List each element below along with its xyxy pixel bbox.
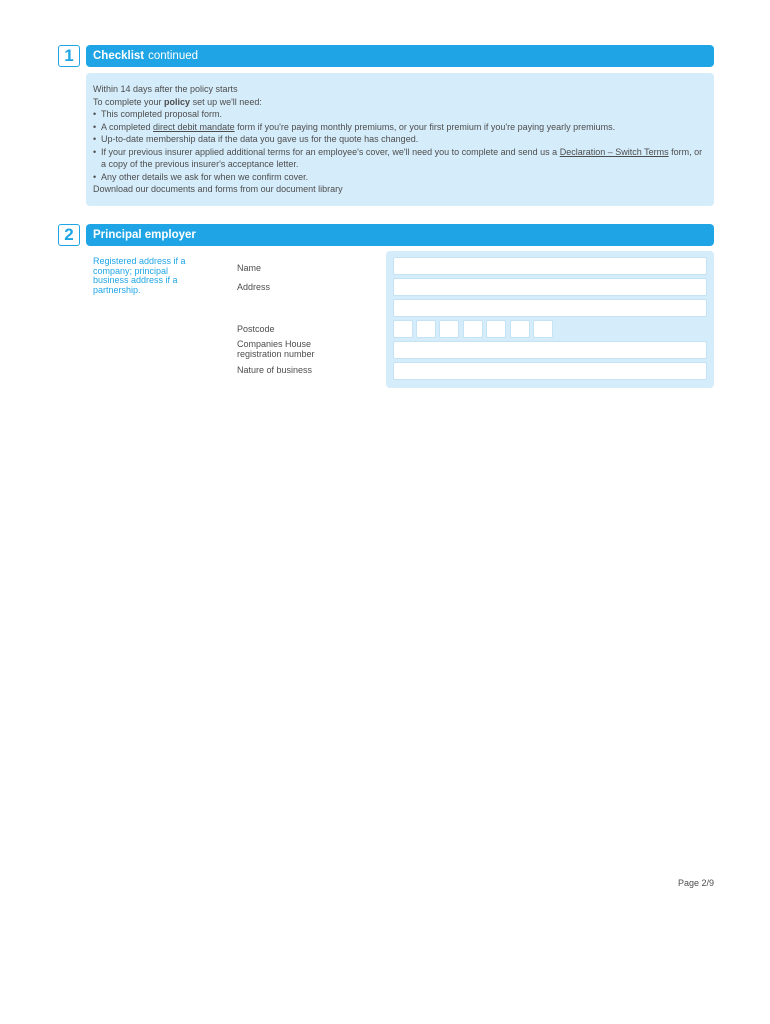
section-1-title-continued: continued [148, 50, 199, 62]
section-2-header [86, 224, 714, 246]
name-input[interactable] [393, 257, 707, 275]
companies-house-label: Companies House registration number [237, 339, 315, 359]
section-1-number: 1 [58, 45, 80, 67]
nature-of-business-input[interactable] [393, 362, 707, 380]
page-number: Page 2/9 [677, 878, 714, 888]
companies-house-input[interactable] [393, 341, 707, 359]
checklist-lead: To complete your policy set up we'll need: [93, 96, 262, 107]
declaration-switch-terms-link[interactable]: Declaration – Switch Terms [559, 146, 669, 157]
checklist-item: • If your previous insurer applied additional terms for an employee's cover, we'll need you to complete and send us a Declaration – Switch Terms form, or a copy of the previous insurer's acceptance letter. [93, 146, 707, 171]
nature-of-business-label: Nature of business [237, 365, 313, 375]
section-1-header [86, 45, 714, 67]
checklist-list [93, 108, 707, 183]
postcode-char-box[interactable] [533, 320, 553, 338]
address-input-line-2[interactable] [393, 299, 707, 317]
direct-debit-mandate-link[interactable]: direct debit mandate [153, 121, 235, 132]
checklist-intro: Within 14 days after the policy starts [93, 84, 238, 94]
checklist-item: • Any other details we ask for when we confirm cover. [93, 171, 707, 184]
section-1-title: Checklist [93, 50, 145, 62]
checklist-item: • Up-to-date membership data if the data you gave us for the quote has changed. [93, 133, 707, 146]
address-input-line-1[interactable] [393, 278, 707, 296]
address-side-note: Registered address if a company; principal business address if a partnership. [93, 256, 186, 295]
postcode-char-box[interactable] [439, 320, 459, 338]
section-2-number: 2 [58, 224, 80, 246]
document-library-link[interactable]: document library [276, 184, 343, 194]
section-2-title: Principal employer [93, 229, 196, 241]
postcode-char-box[interactable] [416, 320, 436, 338]
postcode-char-box[interactable] [463, 320, 483, 338]
download-note: Download our documents and forms from our document library [93, 184, 343, 194]
postcode-label: Postcode [237, 324, 275, 334]
checklist-item: • This completed proposal form. [93, 108, 707, 121]
checklist-item: • A completed direct debit mandate form if you're paying monthly premiums, or your first premium if you're paying yearly premiums. [93, 121, 707, 134]
principal-employer-form [386, 251, 714, 388]
address-label: Address [237, 282, 271, 292]
checklist-box [86, 73, 714, 206]
name-label: Name [237, 263, 262, 273]
postcode-char-box[interactable] [393, 320, 413, 338]
postcode-char-box[interactable] [486, 320, 506, 338]
postcode-char-box[interactable] [510, 320, 530, 338]
